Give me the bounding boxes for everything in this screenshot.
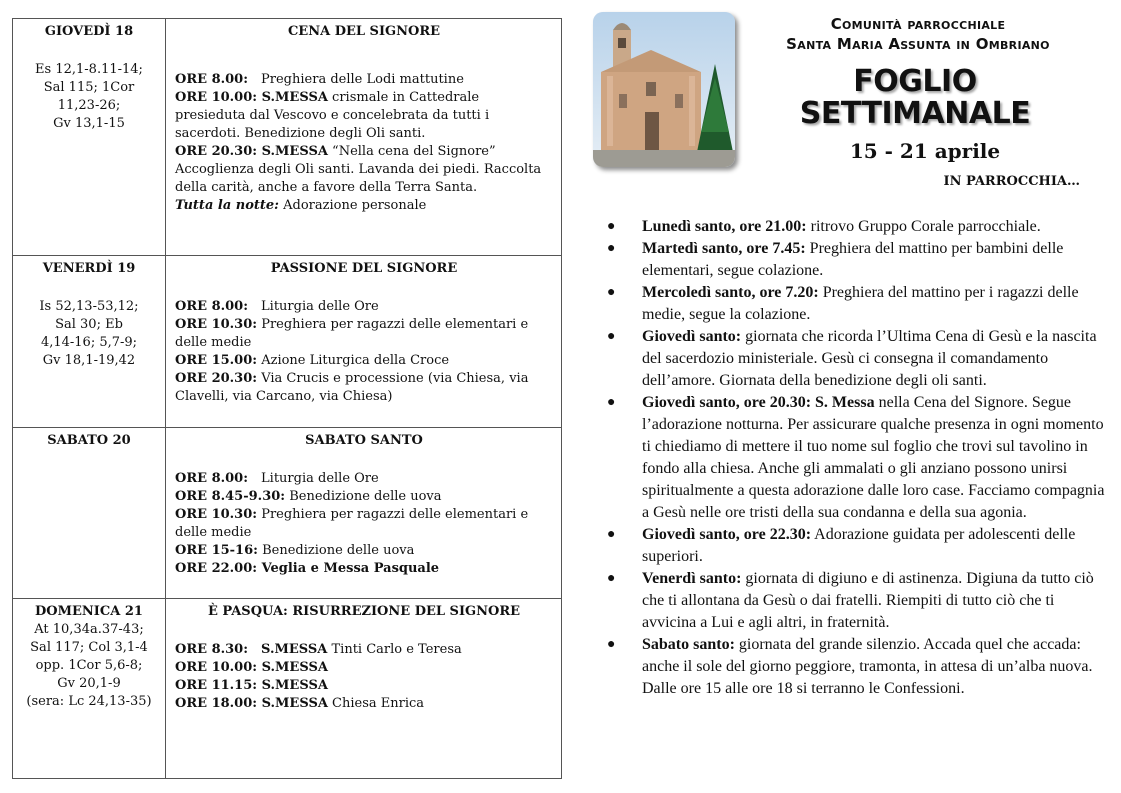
event-description: crismale in Cattedrale presieduta dal Vescovo e concelebrata da tutti i sacerdoti. Benedizione degli Oli santi. [175,90,490,141]
spacer [175,278,553,298]
notice-lead: Venerdì santo: [642,570,742,587]
event-description: Tinti Carlo e Teresa [327,642,462,657]
event-description: Preghiera per ragazzi delle elementari e delle medie [175,507,529,540]
notice-item [601,568,1105,634]
schedule-row [13,256,562,428]
event-description: Preghiera per ragazzi delle elementari e delle medie [175,317,529,350]
notice-item [601,634,1105,700]
event-line [175,352,553,370]
notice-item [601,216,1105,238]
notice-lead: Sabato santo: [642,636,735,653]
event-time: ORE 10.00: S.MESSA [175,90,328,105]
date-range: 15 - 21 aprile [849,139,1001,163]
event-line [175,695,553,713]
event-time: ORE 15-16: [175,543,258,558]
event-time: ORE 10.00: S.MESSA [175,660,328,675]
event-description: Liturgia delle Ore [261,471,379,486]
community-name: Comunità parrocchiale Santa Maria Assunta in Ombriano [786,15,1050,53]
notice-lead: Giovedì santo: [642,328,742,345]
day-name: DOMENICA 21 [35,604,143,619]
events-cell [166,599,562,779]
liturgy-title: È PASQUA: RISURREZIONE DEL SIGNORE [207,604,521,619]
event-description: Benedizione delle uova [285,489,442,504]
notice-item [601,326,1105,392]
liturgy-title: CENA DEL SIGNORE [287,24,441,39]
notice-lead: Lunedì santo, ore 21.00: [642,218,807,235]
event-mass: S.MESSA [261,642,328,657]
event-line [175,298,553,316]
events-cell [166,428,562,599]
spacer [175,41,553,71]
events-cell [166,19,562,256]
schedule-table [12,18,562,779]
notice-text: giornata di digiuno e di astinenza. Digiuna da tutto ciò che ti allontana da Gesù o dai fratelli. Riempiti di tutto ciò che ti avvicina a Lui e agli altri, in fraternità. [642,570,1094,631]
event-time: ORE 8.00: [175,72,249,87]
liturgy-title: PASSIONE DEL SIGNORE [270,261,458,276]
notice-item [601,238,1105,282]
spacer [17,278,161,298]
event-time: ORE 10.30: [175,317,258,332]
day-name: SABATO 20 [47,433,131,448]
notice-lead: Martedì santo, ore 7.45: [642,240,806,257]
day-cell [13,599,166,779]
bullet-icon: ● [607,285,616,300]
event-description: Adorazione personale [278,198,427,213]
event-time: ORE 15.00: [175,353,258,368]
event-line [175,641,553,659]
scripture-references: At 10,34a.37-43; Sal 117; Col 3,1-4 opp. 1Cor 5,6-8; Gv 20,1-9 (sera: Lc 24,13-35) [26,622,152,709]
event-line [175,316,553,352]
newsletter-title: FOGLIO SETTIMANALE [799,64,1031,131]
church-image [593,12,735,167]
event-description: Azione Liturgica della Croce [257,353,450,368]
event-time: ORE 18.00: S.MESSA [175,696,328,711]
event-line [175,506,553,542]
section-heading: IN PARROCCHIA… [943,174,1080,189]
event-description: Preghiera delle Lodi mattutine [261,72,464,87]
event-line [175,560,553,578]
event-time: ORE 8.00: [175,471,249,486]
notice-text: nella Cena del Signore. Segue l’adorazione notturna. Per assicurare qualche presenza in ogni momento ti chiediamo di mettere il tuo nome sul foglio che trovi sul tavolino in fondo alla chiesa. Anche gli ammalati o gli anziano possono unirsi spiritualmente a questa adorazione dalle loro case. Facciamo compagnia a Gesù nelle ore tristi della sua condanna e della sua agonia. [642,394,1105,521]
event-time: ORE 22.00: Veglia e Messa Pasquale [175,561,440,576]
notice-item [601,282,1105,326]
notice-lead: Giovedì santo, ore 20.30: S. Messa [642,394,875,411]
schedule-row [13,19,562,256]
event-time: ORE 10.30: [175,507,258,522]
notice-lead: Giovedì santo, ore 22.30: [642,526,812,543]
event-line [175,71,553,89]
events-cell [166,256,562,428]
event-line [175,370,553,406]
event-time: Tutta la notte: [175,198,279,213]
bullet-icon: ● [607,329,616,344]
bullet-icon: ● [607,637,616,652]
notice-text: giornata che ricorda l’Ultima Cena di Gesù e la nascita del sacerdozio ministeriale. Gesù ci consegna il comandamento dell’amore. Giornata della benedizione degli oli santi. [642,328,1097,389]
scripture-references: Es 12,1-8.11-14; Sal 115; 1Cor 11,23-26; Gv 13,1-15 [35,62,143,131]
day-name: GIOVEDÌ 18 [44,24,134,39]
event-line [175,197,553,215]
event-line [175,488,553,506]
event-time: ORE 8.45-9.30: [175,489,286,504]
notice-item [601,392,1105,524]
event-description: Liturgia delle Ore [261,299,379,314]
bullet-icon: ● [607,219,616,234]
bullet-icon: ● [607,241,616,256]
spacer [175,450,553,470]
notice-text: Preghiera del mattino per bambini delle elementari, segue colazione. [642,240,1064,279]
event-line [175,143,553,197]
bullet-icon: ● [607,527,616,542]
event-time: ORE 20.30: [175,371,258,386]
event-time: ORE 11.15: S.MESSA [175,678,328,693]
event-description: Chiesa Enrica [327,696,425,711]
notice-text: ritrovo Gruppo Corale parrocchiale. [806,218,1041,235]
notice-text: Preghiera del mattino per i ragazzi delle medie, segue la colazione. [642,284,1079,323]
schedule-row [13,428,562,599]
schedule-row [13,599,562,779]
event-line [175,470,553,488]
event-line [175,677,553,695]
notice-lead: Mercoledì santo, ore 7.20: [642,284,819,301]
notice-item [601,524,1105,568]
spacer [17,450,161,470]
event-description: Via Crucis e processione (via Chiesa, via Clavelli, via Carcano, via Chiesa) [175,371,529,404]
event-line [175,89,553,143]
church-photo [593,12,735,167]
liturgy-title: SABATO SANTO [305,433,423,448]
event-time: ORE 8.00: [175,299,249,314]
event-time: ORE 8.30: [175,642,249,657]
spacer [175,621,553,641]
notice-text: giornata del grande silenzio. Accada quel che accada: anche il sole del giorno peggiore, tramonta, in attesa di un’alba nuova. Dalle ore 15 alle ore 18 si terranno le Confessioni. [642,636,1093,697]
bullet-icon: ● [607,571,616,586]
bullet-icon: ● [607,395,616,410]
day-cell [13,19,166,256]
day-cell [13,256,166,428]
event-line [175,542,553,560]
event-line [175,659,553,677]
event-description: Benedizione delle uova [257,543,415,558]
day-name: VENERDÌ 19 [42,261,136,276]
day-cell [13,428,166,599]
event-time: ORE 20.30: S.MESSA [175,144,328,159]
event-description: “Nella cena del Signore” Accoglienza degli Oli santi. Lavanda dei piedi. Raccolta della carità, anche a favore della Terra Santa. [175,144,542,195]
notice-list [601,216,1105,700]
spacer [17,41,161,61]
notice-text: Adorazione guidata per adolescenti delle superiori. [642,526,1076,565]
scripture-references: Is 52,13-53,12; Sal 30; Eb 4,14-16; 5,7-9; Gv 18,1-19,42 [39,299,139,368]
